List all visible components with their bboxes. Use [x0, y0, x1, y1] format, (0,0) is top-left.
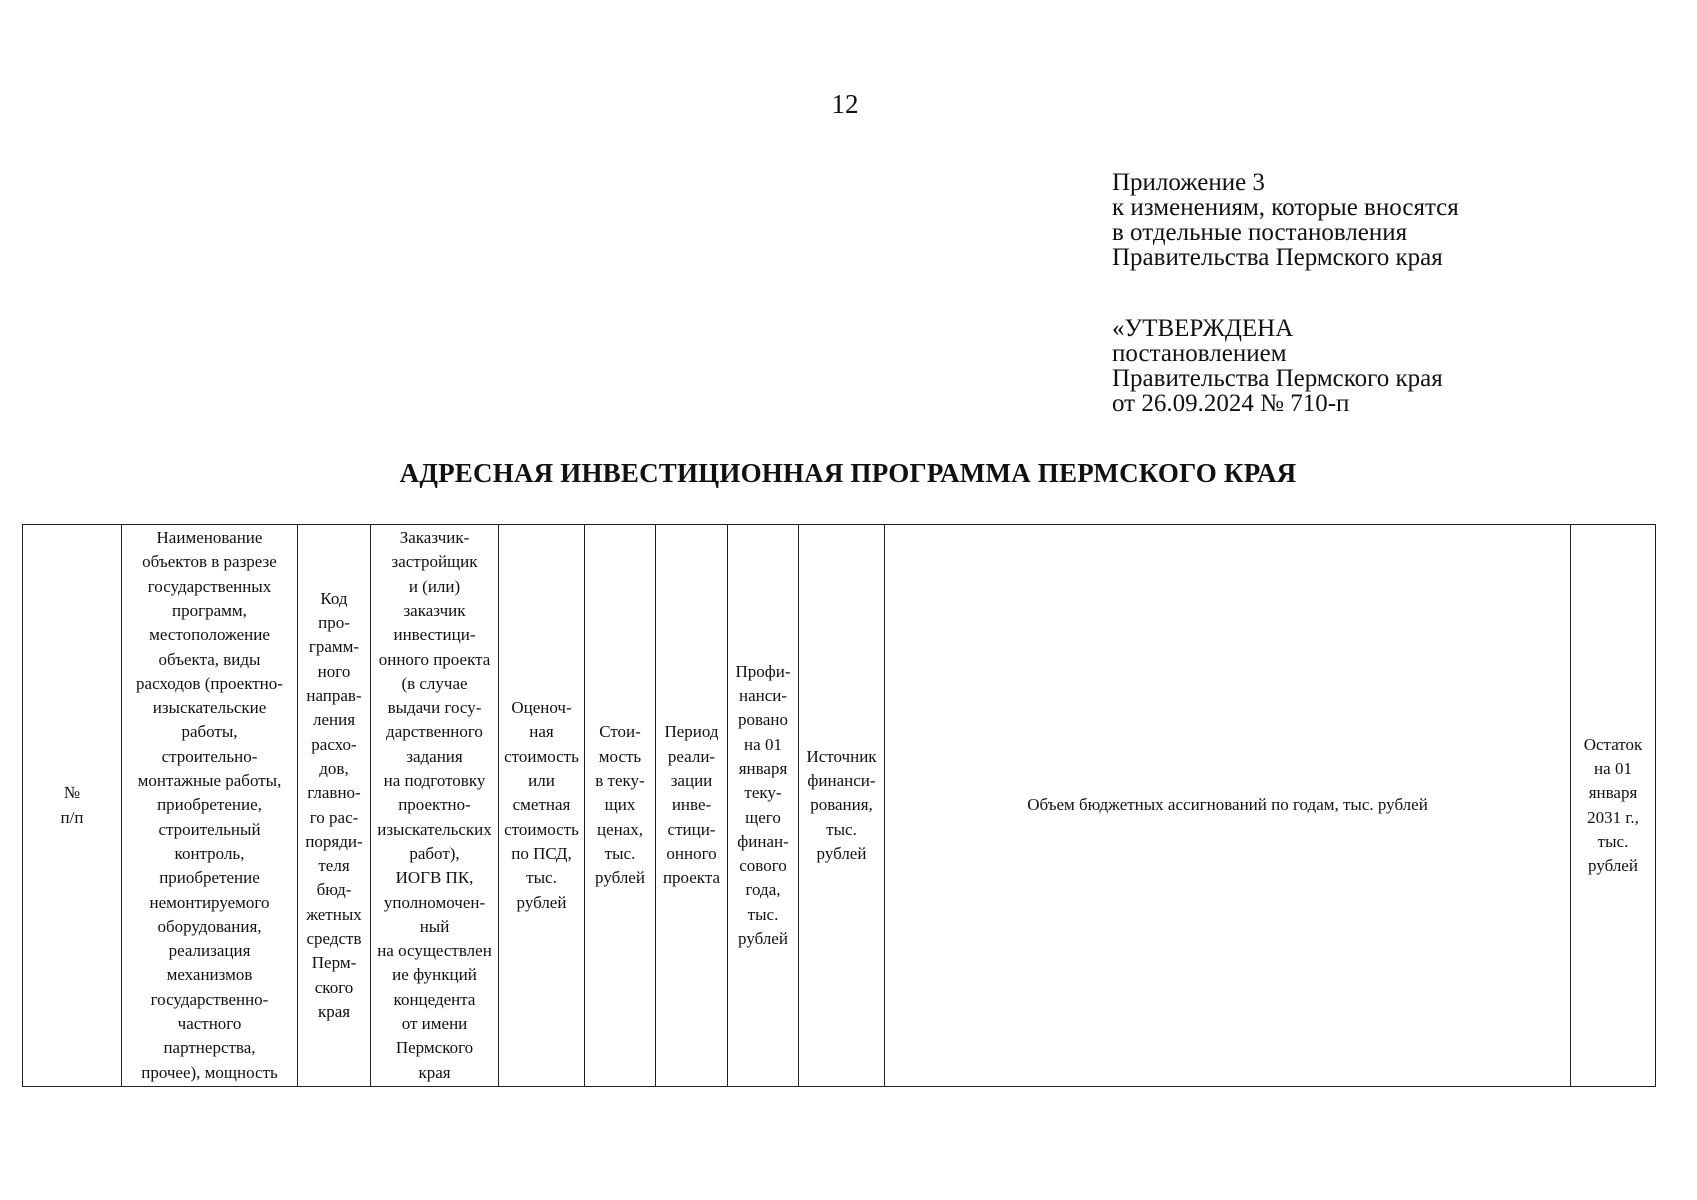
approval-line: «УТВЕРЖДЕНА: [1112, 315, 1294, 342]
header-program-code: Код про- грамм- ного направ- ления расхо- дов, главно- го рас- поряди- теля бюд- жетных средств Перм- ского края: [298, 525, 371, 1087]
approval-line: постановлением: [1112, 340, 1287, 367]
approval-line: Правительства Пермского края: [1112, 365, 1443, 392]
approval-line: от 26.09.2024 № 710-п: [1112, 390, 1350, 417]
page-number: 12: [831, 89, 859, 119]
appendix-line: к изменениям, которые вносятся: [1112, 194, 1459, 221]
header-estimated-cost: Оценоч- ная стоимость или сметная стоимость по ПСД, тыс. рублей: [499, 525, 585, 1087]
header-financed: Профи- нанси- ровано на 01 января теку- щего финан- сового года, тыс. рублей: [728, 525, 799, 1087]
header-funding-source: Источник финанси- рования, тыс. рублей: [799, 525, 885, 1087]
appendix-line: Правительства Пермского края: [1112, 244, 1443, 271]
appendix-line: в отдельные постановления: [1112, 219, 1408, 246]
appendix-block: [1112, 170, 1459, 270]
header-current-cost: Стои- мость в теку- щих ценах, тыс. рублей: [585, 525, 656, 1087]
appendix-line: Приложение 3: [1112, 169, 1265, 196]
document-title: АДРЕСНАЯ ИНВЕСТИЦИОННАЯ ПРОГРАММА ПЕРМСКОГО КРАЯ: [399, 458, 1297, 488]
header-remainder: Остаток на 01 января 2031 г., тыс. рублей: [1571, 525, 1656, 1087]
program-table-header: [22, 524, 1656, 1087]
approval-block: [1112, 316, 1443, 416]
header-number: № п/п: [23, 525, 122, 1087]
header-budget-by-year: Объем бюджетных ассигнований по годам, тыс. рублей: [885, 525, 1571, 1087]
header-period: Период реали- зации инве- стици- онного проекта: [656, 525, 728, 1087]
header-customer: Заказчик- застройщик и (или) заказчик инвестици- онного проекта (в случае выдачи госу- дарственного задания на подготовку проектно- изыскательских работ), ИОГВ ПК, уполномочен- ный на осуществлен ие функций концедента от имени Пермского края: [371, 525, 499, 1087]
header-object-name: Наименование объектов в разрезе государственных программ, местоположение объекта, виды расходов (проектно- изыскательские работы, строительно- монтажные работы, приобретение, строительный контроль, приобретение немонтируемого оборудования, реализация механизмов государственно- частного партнерства, прочее), мощность: [122, 525, 298, 1087]
